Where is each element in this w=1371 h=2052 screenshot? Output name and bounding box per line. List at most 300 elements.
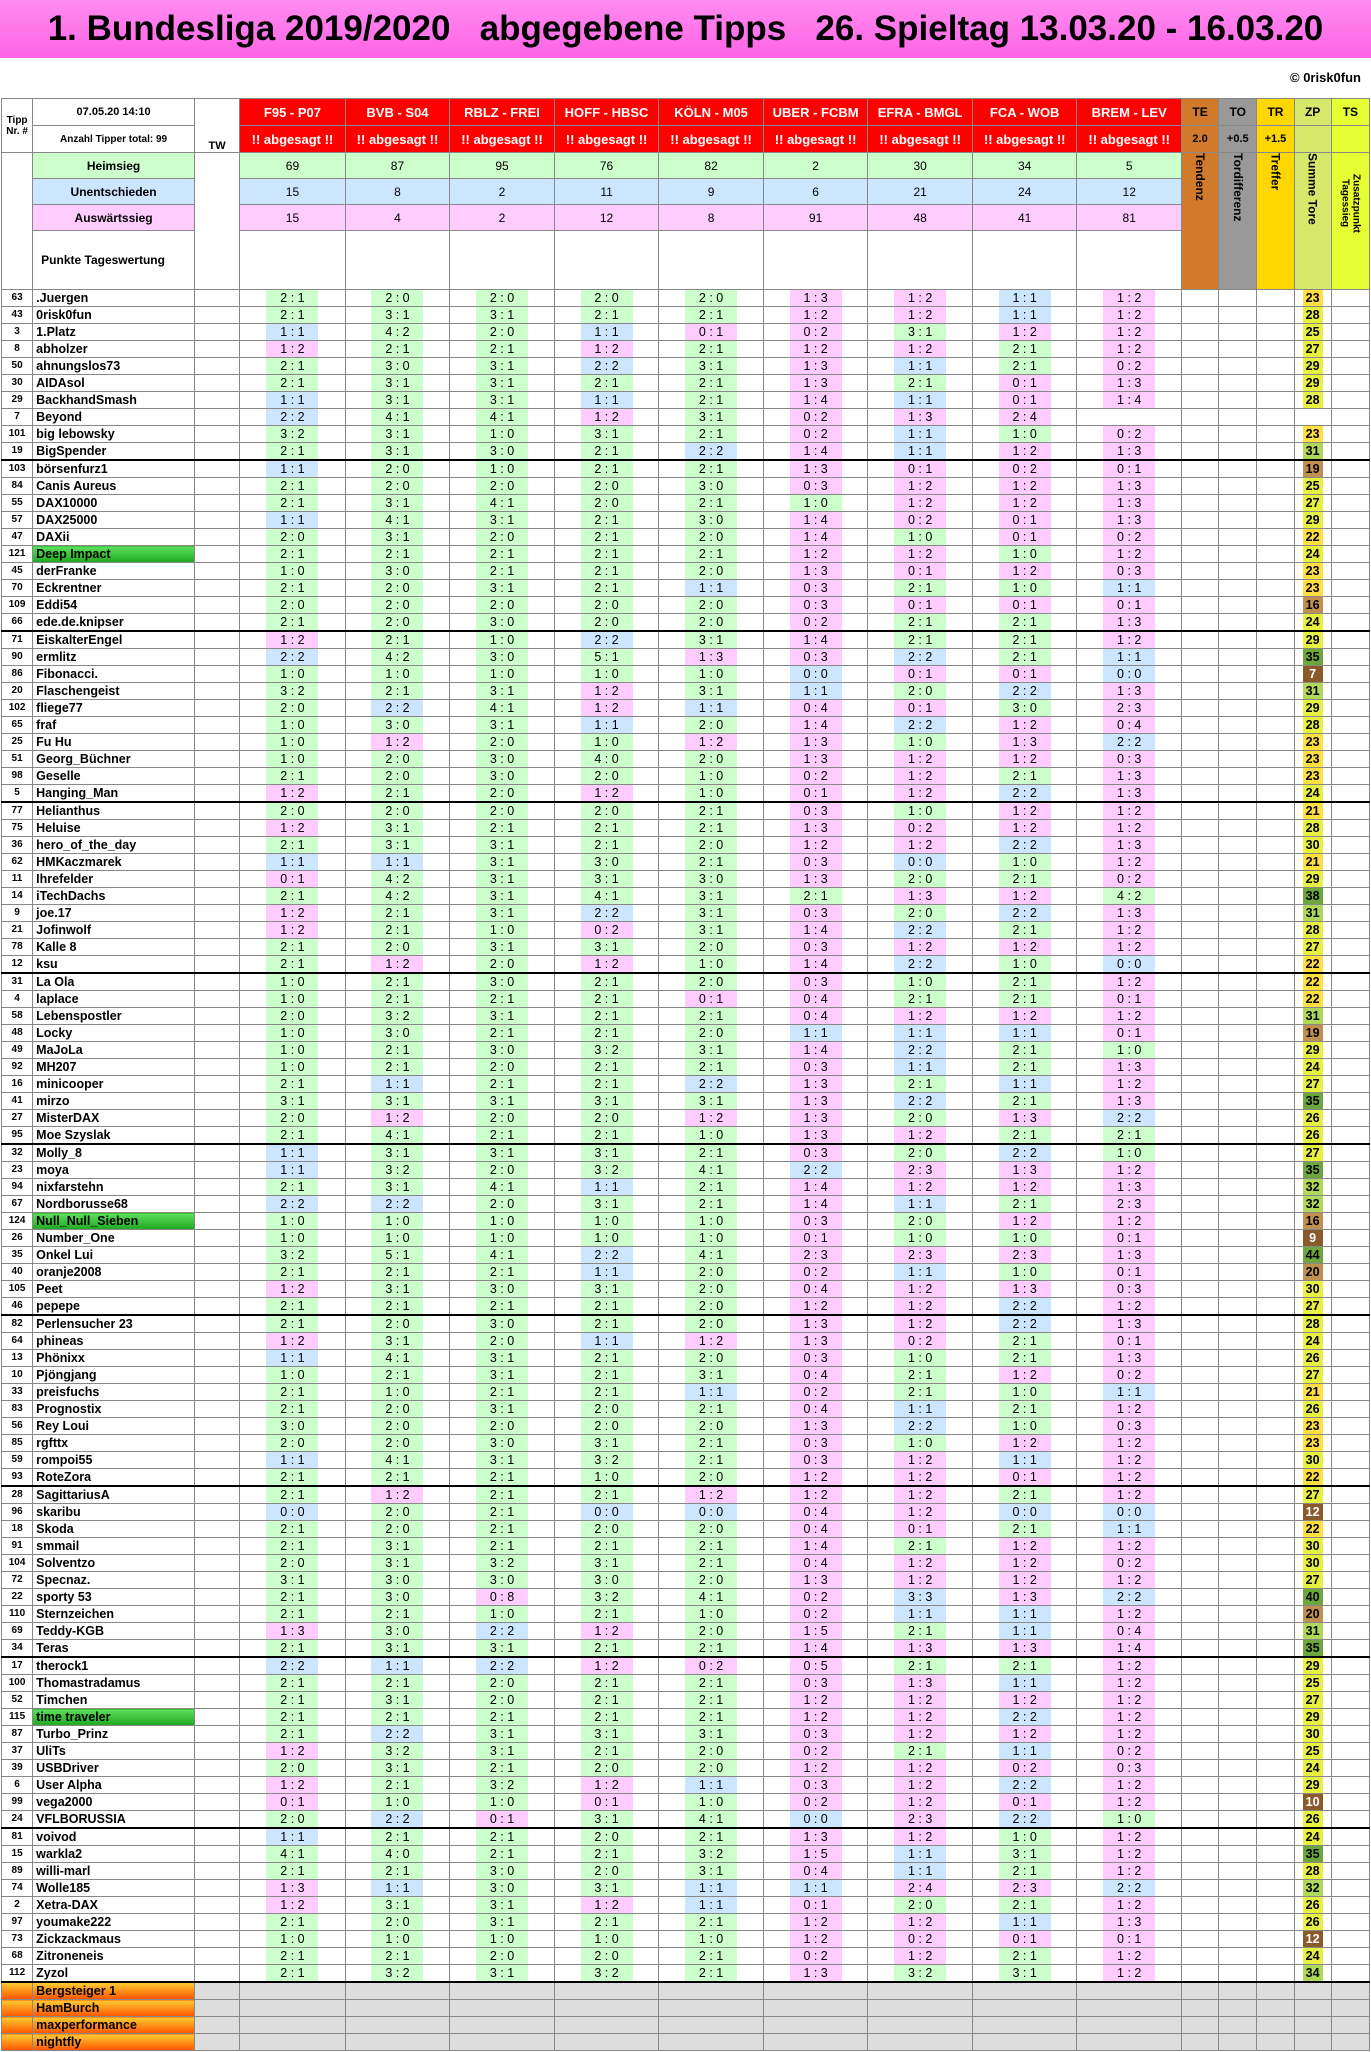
tip-cell bbox=[554, 1846, 659, 1863]
zp-value: 30 bbox=[1303, 837, 1323, 853]
tip-cell bbox=[554, 1657, 659, 1675]
tw-cell bbox=[194, 426, 239, 443]
tip-value: 1 : 1 bbox=[266, 324, 318, 340]
tip-cell bbox=[1077, 529, 1182, 546]
tip-value: 2 : 1 bbox=[581, 1709, 633, 1725]
tw-cell bbox=[194, 580, 239, 597]
zp-value: 12 bbox=[1303, 1504, 1323, 1520]
tip-value: 3 : 1 bbox=[685, 888, 737, 904]
tip-cell bbox=[345, 1213, 450, 1230]
tipper-row bbox=[2, 1606, 1370, 1623]
tip-value: 0 : 1 bbox=[266, 871, 318, 887]
tip-cell bbox=[659, 1897, 764, 1914]
tip-value: 2 : 0 bbox=[685, 529, 737, 545]
tip-cell bbox=[1077, 717, 1182, 734]
tip-value: 2 : 1 bbox=[581, 1743, 633, 1759]
zp-value: 35 bbox=[1303, 1640, 1323, 1656]
empty-cell bbox=[1331, 2017, 1369, 2034]
tip-cell bbox=[450, 1931, 555, 1948]
tip-cell bbox=[240, 1127, 346, 1145]
zp-value: 31 bbox=[1303, 683, 1323, 699]
tip-value: 2 : 2 bbox=[1103, 734, 1155, 750]
tip-value: 2 : 0 bbox=[371, 1435, 423, 1451]
stat-value: 8 bbox=[345, 179, 450, 205]
tip-cell bbox=[868, 358, 973, 375]
tip-value: 1 : 1 bbox=[266, 1829, 318, 1845]
empty-cell bbox=[450, 2034, 555, 2051]
tipper-row bbox=[2, 1093, 1370, 1110]
tip-cell bbox=[1077, 1897, 1182, 1914]
stat-value: 15 bbox=[240, 179, 346, 205]
tip-value: 3 : 1 bbox=[685, 683, 737, 699]
tip-value: 2 : 1 bbox=[685, 375, 737, 391]
tip-value: 3 : 1 bbox=[894, 324, 946, 340]
abgesagt-badge-8: !! abgesagt !! bbox=[1077, 126, 1182, 153]
tip-value: 1 : 2 bbox=[999, 888, 1051, 904]
te-cell bbox=[1181, 1333, 1218, 1350]
tip-cell bbox=[868, 1213, 973, 1230]
tip-value: 3 : 1 bbox=[581, 1435, 633, 1451]
tip-cell bbox=[1077, 563, 1182, 580]
tip-value: 1 : 2 bbox=[685, 1110, 737, 1126]
tipper-name: smmail bbox=[33, 1538, 195, 1555]
tip-cell bbox=[1077, 478, 1182, 495]
tw-cell bbox=[194, 2000, 239, 2017]
tip-cell bbox=[659, 991, 764, 1008]
tip-value: 1 : 1 bbox=[371, 854, 423, 870]
tr-cell bbox=[1257, 460, 1294, 478]
stat-label: Unentschieden bbox=[33, 179, 195, 205]
tip-value: 3 : 0 bbox=[476, 614, 528, 630]
tip-value: 2 : 2 bbox=[581, 632, 633, 648]
tip-value: 4 : 1 bbox=[371, 409, 423, 425]
tip-cell bbox=[868, 460, 973, 478]
zp-value: 27 bbox=[1303, 1145, 1323, 1161]
tip-value: 3 : 0 bbox=[581, 1572, 633, 1588]
tip-cell bbox=[659, 1521, 764, 1538]
te-cell bbox=[1181, 837, 1218, 854]
tip-value: 2 : 1 bbox=[266, 768, 318, 784]
tipper-nr bbox=[2, 1982, 33, 2000]
to-cell bbox=[1219, 324, 1257, 341]
tipper-nr: 59 bbox=[2, 1452, 33, 1469]
tip-cell bbox=[972, 1076, 1077, 1093]
tw-cell bbox=[194, 802, 239, 820]
tip-cell bbox=[659, 905, 764, 922]
tip-value: 2 : 2 bbox=[581, 1247, 633, 1263]
tip-cell bbox=[240, 734, 346, 751]
tip-cell bbox=[240, 597, 346, 614]
zp-value: 35 bbox=[1303, 1093, 1323, 1109]
tip-cell bbox=[345, 1042, 450, 1059]
tip-cell bbox=[1077, 512, 1182, 529]
tip-cell bbox=[240, 290, 346, 307]
tipper-row bbox=[2, 922, 1370, 939]
tip-cell bbox=[1077, 1675, 1182, 1692]
to-cell bbox=[1219, 392, 1257, 409]
tipper-nr: 78 bbox=[2, 939, 33, 956]
tipper-nr: 49 bbox=[2, 1042, 33, 1059]
tipper-row bbox=[2, 1555, 1370, 1572]
tip-cell bbox=[763, 922, 868, 939]
tw-cell bbox=[194, 1675, 239, 1692]
tip-cell bbox=[240, 1230, 346, 1247]
tw-cell bbox=[194, 597, 239, 614]
te-cell bbox=[1181, 580, 1218, 597]
tipper-name: Prognostix bbox=[33, 1401, 195, 1418]
tip-cell bbox=[763, 1726, 868, 1743]
tip-cell bbox=[345, 460, 450, 478]
tip-value: 3 : 0 bbox=[476, 1880, 528, 1896]
to-cell bbox=[1219, 614, 1257, 632]
zp-cell bbox=[1294, 666, 1331, 683]
stat-value: 8 bbox=[659, 205, 764, 231]
tip-cell bbox=[868, 1401, 973, 1418]
tr-cell bbox=[1257, 888, 1294, 905]
te-cell bbox=[1181, 1247, 1218, 1264]
tip-value: 1 : 1 bbox=[685, 580, 737, 596]
tip-cell bbox=[240, 1281, 346, 1298]
tip-value: 1 : 0 bbox=[999, 956, 1051, 972]
to-cell bbox=[1219, 1504, 1257, 1521]
tipper-row bbox=[2, 1367, 1370, 1384]
tip-cell bbox=[554, 1623, 659, 1640]
tip-value: 1 : 0 bbox=[476, 1213, 528, 1229]
tip-value: 1 : 3 bbox=[894, 1675, 946, 1691]
tip-cell bbox=[868, 1863, 973, 1880]
tip-cell bbox=[972, 1572, 1077, 1589]
tip-value: 0 : 4 bbox=[1103, 717, 1155, 733]
tip-cell bbox=[554, 666, 659, 683]
tip-cell bbox=[868, 614, 973, 632]
tw-cell bbox=[194, 1059, 239, 1076]
date-time: 07.05.20 14:10 bbox=[33, 99, 195, 126]
zp-value: 26 bbox=[1303, 1110, 1323, 1126]
tip-cell bbox=[763, 973, 868, 991]
tip-cell bbox=[763, 1640, 868, 1658]
tipper-name: Onkel Lui bbox=[33, 1247, 195, 1264]
tip-cell bbox=[554, 802, 659, 820]
tr-cell bbox=[1257, 563, 1294, 580]
tipper-row bbox=[2, 1572, 1370, 1589]
tw-cell bbox=[194, 375, 239, 392]
tip-value: 1 : 4 bbox=[790, 956, 842, 972]
tip-cell bbox=[554, 1264, 659, 1281]
tip-cell bbox=[450, 324, 555, 341]
te-cell bbox=[1181, 1059, 1218, 1076]
tip-value: 2 : 2 bbox=[999, 683, 1051, 699]
tipper-nr: 82 bbox=[2, 1315, 33, 1333]
tip-cell bbox=[763, 1521, 868, 1538]
zp-cell bbox=[1294, 939, 1331, 956]
ts-cell bbox=[1331, 1230, 1369, 1247]
zp-value: 27 bbox=[1303, 939, 1323, 955]
tip-value: 2 : 1 bbox=[581, 443, 633, 459]
abgesagt-badge-3: !! abgesagt !! bbox=[554, 126, 659, 153]
empty-cell bbox=[972, 2017, 1077, 2034]
tip-value: 2 : 2 bbox=[266, 1658, 318, 1674]
tip-cell bbox=[868, 1110, 973, 1127]
tip-cell bbox=[972, 1486, 1077, 1504]
tip-value: 1 : 2 bbox=[894, 495, 946, 511]
zp-value: 31 bbox=[1303, 1623, 1323, 1639]
tip-value: 2 : 0 bbox=[476, 1333, 528, 1349]
tip-value: 2 : 1 bbox=[581, 1606, 633, 1622]
tip-value: 2 : 4 bbox=[894, 1880, 946, 1896]
tip-cell bbox=[345, 426, 450, 443]
tip-value: 0 : 2 bbox=[1103, 358, 1155, 374]
tip-value: 3 : 0 bbox=[476, 974, 528, 990]
to-cell bbox=[1219, 922, 1257, 939]
ts-cell bbox=[1331, 614, 1369, 632]
ts-cell bbox=[1331, 1538, 1369, 1555]
stat-value: 41 bbox=[972, 205, 1077, 231]
tip-cell bbox=[345, 529, 450, 546]
stat-value: 91 bbox=[763, 205, 868, 231]
te-cell bbox=[1181, 768, 1218, 785]
tr-cell bbox=[1257, 991, 1294, 1008]
te-cell bbox=[1181, 1777, 1218, 1794]
tip-value: 2 : 1 bbox=[999, 1127, 1051, 1143]
tip-value: 2 : 1 bbox=[266, 837, 318, 853]
tip-cell bbox=[659, 1076, 764, 1093]
tip-cell bbox=[240, 529, 346, 546]
tip-cell bbox=[972, 443, 1077, 461]
tip-cell bbox=[659, 290, 764, 307]
tip-cell bbox=[972, 1025, 1077, 1042]
tip-cell bbox=[659, 1640, 764, 1658]
tip-value: 1 : 2 bbox=[581, 785, 633, 801]
tip-cell bbox=[554, 1606, 659, 1623]
tip-value: 0 : 3 bbox=[790, 1777, 842, 1793]
tip-cell bbox=[240, 1726, 346, 1743]
tip-cell bbox=[868, 700, 973, 717]
tip-cell bbox=[868, 854, 973, 871]
tw-cell bbox=[194, 1333, 239, 1350]
ts-cell bbox=[1331, 529, 1369, 546]
tip-value: 2 : 2 bbox=[266, 409, 318, 425]
tipper-name: DAX25000 bbox=[33, 512, 195, 529]
tip-cell bbox=[868, 546, 973, 563]
tw-cell bbox=[194, 1008, 239, 1025]
tip-value: 2 : 1 bbox=[266, 546, 318, 562]
to-cell bbox=[1219, 1555, 1257, 1572]
tipper-nr: 63 bbox=[2, 290, 33, 307]
col-tr-value: +1.5 bbox=[1257, 126, 1294, 153]
stat-value: 12 bbox=[1077, 179, 1182, 205]
tw-cell bbox=[194, 939, 239, 956]
to-cell bbox=[1219, 1333, 1257, 1350]
tip-value: 2 : 1 bbox=[476, 991, 528, 1007]
tip-value: 1 : 1 bbox=[685, 1897, 737, 1913]
tip-value: 3 : 1 bbox=[476, 871, 528, 887]
to-cell bbox=[1219, 1315, 1257, 1333]
tip-value: 0 : 4 bbox=[790, 1281, 842, 1297]
to-cell bbox=[1219, 426, 1257, 443]
empty-cell bbox=[240, 2034, 346, 2051]
zp-value: 40 bbox=[1303, 1589, 1323, 1605]
tipper-name: MH207 bbox=[33, 1059, 195, 1076]
tip-cell bbox=[450, 478, 555, 495]
tip-cell bbox=[240, 1264, 346, 1281]
tip-cell bbox=[554, 1093, 659, 1110]
tip-cell bbox=[972, 1504, 1077, 1521]
tip-cell bbox=[345, 1247, 450, 1264]
tipper-name: nightfly bbox=[33, 2034, 195, 2051]
ts-cell bbox=[1331, 1555, 1369, 1572]
tip-cell bbox=[868, 905, 973, 922]
tipper-name: joe.17 bbox=[33, 905, 195, 922]
tip-value: 2 : 0 bbox=[685, 1316, 737, 1332]
to-cell bbox=[1219, 1692, 1257, 1709]
tip-cell bbox=[1077, 1418, 1182, 1435]
tip-value: 2 : 0 bbox=[476, 324, 528, 340]
tip-cell bbox=[659, 443, 764, 461]
tip-cell bbox=[868, 1828, 973, 1846]
tip-cell bbox=[554, 358, 659, 375]
tip-cell bbox=[972, 1315, 1077, 1333]
tip-cell bbox=[659, 1025, 764, 1042]
tip-cell bbox=[972, 1726, 1077, 1743]
tipper-nr: 15 bbox=[2, 1846, 33, 1863]
tip-value: 2 : 1 bbox=[685, 1008, 737, 1024]
zp-cell bbox=[1294, 1811, 1331, 1829]
zp-value: 28 bbox=[1303, 307, 1323, 323]
tip-cell bbox=[972, 1606, 1077, 1623]
tip-cell bbox=[659, 1760, 764, 1777]
abgesagt-badge-5: !! abgesagt !! bbox=[763, 126, 868, 153]
tip-value: 0 : 1 bbox=[999, 666, 1051, 682]
tip-cell bbox=[554, 1452, 659, 1469]
tr-cell bbox=[1257, 1315, 1294, 1333]
tip-value: 1 : 3 bbox=[1103, 1059, 1155, 1075]
tip-value: 2 : 2 bbox=[266, 1196, 318, 1212]
tip-value: 1 : 1 bbox=[999, 1452, 1051, 1468]
tip-value: 1 : 2 bbox=[894, 1316, 946, 1332]
tip-cell bbox=[554, 1333, 659, 1350]
tip-cell bbox=[450, 734, 555, 751]
tip-cell bbox=[763, 529, 868, 546]
tip-cell bbox=[972, 1281, 1077, 1298]
tw-header: TW bbox=[194, 99, 239, 153]
tip-value: 2 : 0 bbox=[371, 1521, 423, 1537]
tip-cell bbox=[868, 1623, 973, 1640]
tip-cell bbox=[972, 905, 1077, 922]
tip-value: 2 : 1 bbox=[371, 1829, 423, 1845]
tipper-nr: 74 bbox=[2, 1880, 33, 1897]
tip-value: 1 : 1 bbox=[790, 1880, 842, 1896]
tw-cell bbox=[194, 1811, 239, 1829]
stat-value: 2 bbox=[450, 205, 555, 231]
zp-cell bbox=[1294, 426, 1331, 443]
tip-value: 1 : 2 bbox=[894, 785, 946, 801]
te-cell bbox=[1181, 1965, 1218, 1983]
tip-value: 2 : 1 bbox=[371, 1948, 423, 1964]
tip-value: 2 : 0 bbox=[476, 529, 528, 545]
tip-cell bbox=[450, 1606, 555, 1623]
tipper-row-special bbox=[2, 1982, 1370, 2000]
col-tr-label bbox=[1257, 153, 1294, 290]
te-cell bbox=[1181, 1144, 1218, 1162]
zp-cell bbox=[1294, 1367, 1331, 1384]
tr-cell bbox=[1257, 1709, 1294, 1726]
tip-cell bbox=[763, 1025, 868, 1042]
tw-cell bbox=[194, 751, 239, 768]
tip-value: 1 : 3 bbox=[894, 409, 946, 425]
tip-value: 1 : 1 bbox=[894, 1196, 946, 1212]
zp-value: 26 bbox=[1303, 1127, 1323, 1143]
tw-cell bbox=[194, 290, 239, 307]
tip-cell bbox=[554, 1042, 659, 1059]
to-cell bbox=[1219, 1196, 1257, 1213]
tip-cell bbox=[345, 1315, 450, 1333]
tipper-row bbox=[2, 307, 1370, 324]
tip-cell bbox=[659, 1880, 764, 1897]
tip-cell bbox=[240, 1469, 346, 1487]
tip-value: 2 : 1 bbox=[266, 443, 318, 459]
tip-cell bbox=[450, 1196, 555, 1213]
te-cell bbox=[1181, 905, 1218, 922]
zp-value: 25 bbox=[1303, 478, 1323, 494]
tip-value: 1 : 2 bbox=[999, 1179, 1051, 1195]
tip-cell bbox=[868, 1657, 973, 1675]
tip-cell bbox=[868, 1367, 973, 1384]
tip-value: 2 : 1 bbox=[581, 837, 633, 853]
zp-value: 30 bbox=[1303, 1726, 1323, 1742]
tip-value: 2 : 0 bbox=[685, 751, 737, 767]
tw-cell bbox=[194, 700, 239, 717]
tipper-nr: 89 bbox=[2, 1863, 33, 1880]
tip-cell bbox=[1077, 1162, 1182, 1179]
tip-value: 1 : 2 bbox=[1103, 1572, 1155, 1588]
tip-cell bbox=[240, 495, 346, 512]
tw-cell bbox=[194, 1230, 239, 1247]
tip-value: 2 : 3 bbox=[1103, 1196, 1155, 1212]
to-cell bbox=[1219, 666, 1257, 683]
zp-value: 7 bbox=[1303, 666, 1323, 682]
tip-cell bbox=[345, 1196, 450, 1213]
tip-cell bbox=[240, 1965, 346, 1983]
tip-cell bbox=[1077, 837, 1182, 854]
te-cell bbox=[1181, 991, 1218, 1008]
tip-value: 3 : 2 bbox=[894, 1965, 946, 1981]
empty-cell bbox=[1257, 1982, 1294, 2000]
tip-value: 0 : 0 bbox=[999, 1504, 1051, 1520]
tw-cell bbox=[194, 973, 239, 991]
zp-value: 35 bbox=[1303, 649, 1323, 665]
tip-cell bbox=[972, 1760, 1077, 1777]
tip-value: 1 : 2 bbox=[371, 1110, 423, 1126]
tip-value: 3 : 0 bbox=[685, 512, 737, 528]
tip-value: 1 : 2 bbox=[1103, 820, 1155, 836]
tip-value: 0 : 2 bbox=[790, 1606, 842, 1622]
ts-cell bbox=[1331, 1401, 1369, 1418]
tip-value: 3 : 1 bbox=[371, 1640, 423, 1656]
tip-cell bbox=[763, 460, 868, 478]
tip-cell bbox=[1077, 1965, 1182, 1983]
tip-value: 2 : 0 bbox=[685, 1264, 737, 1280]
tip-cell bbox=[972, 409, 1077, 426]
tip-cell bbox=[1077, 1931, 1182, 1948]
tipper-row bbox=[2, 1897, 1370, 1914]
tip-cell bbox=[972, 1709, 1077, 1726]
zp-cell bbox=[1294, 1794, 1331, 1811]
tip-cell bbox=[868, 631, 973, 649]
tip-cell bbox=[240, 1247, 346, 1264]
tr-cell bbox=[1257, 666, 1294, 683]
tip-cell bbox=[659, 1247, 764, 1264]
te-cell bbox=[1181, 426, 1218, 443]
